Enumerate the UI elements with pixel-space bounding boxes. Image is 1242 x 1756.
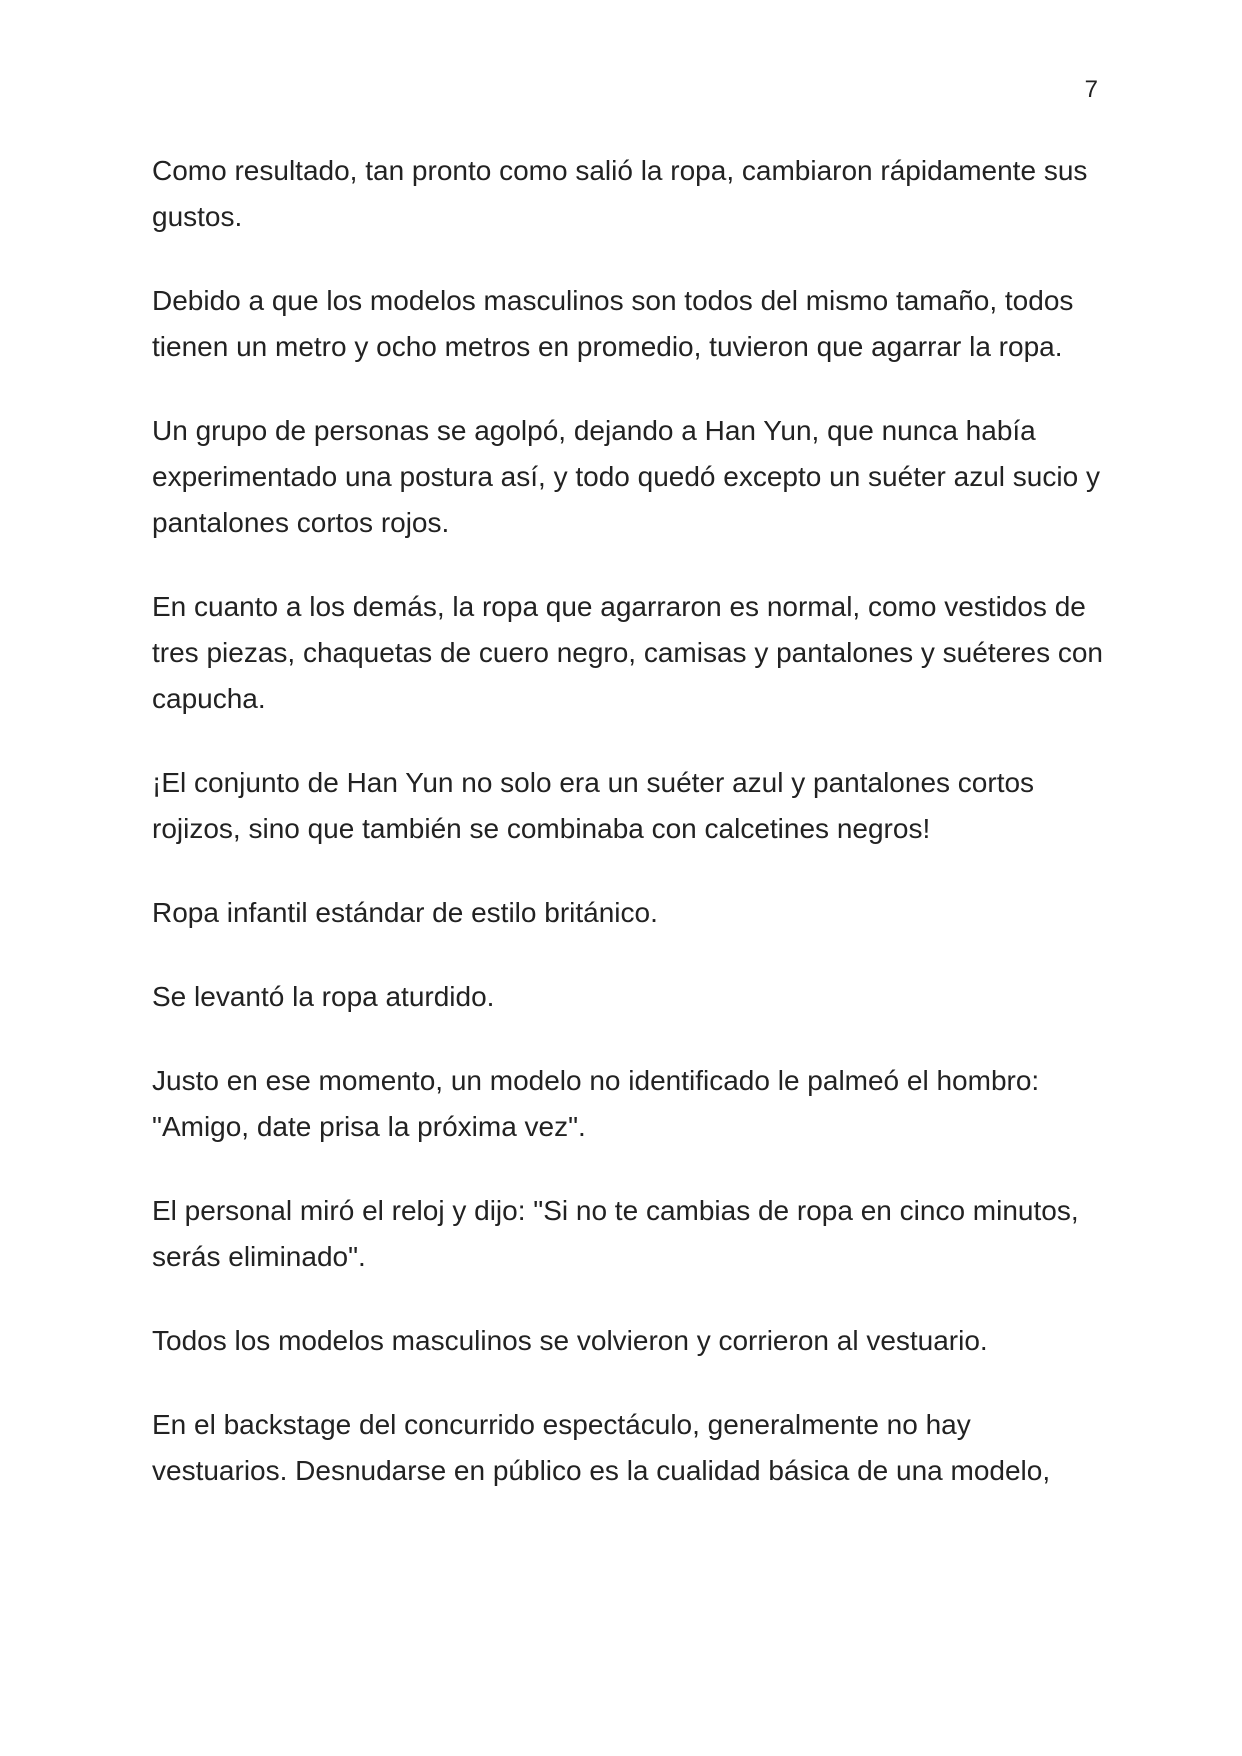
paragraph: Un grupo de personas se agolpó, dejando a Han Yun, que nunca había experimentado una postura así, y todo quedó excepto un suéter azul sucio y pantalones cortos rojos. [152, 415, 1100, 538]
paragraph: En el backstage del concurrido espectáculo, generalmente no hay vestuarios. Desnudarse en público es la cualidad básica de una modelo, [152, 1409, 1051, 1486]
paragraph: Se levantó la ropa aturdido. [152, 981, 495, 1012]
paragraph: Justo en ese momento, un modelo no identificado le palmeó el hombro: "Amigo, date prisa la próxima vez". [152, 1065, 1040, 1142]
paragraph: Ropa infantil estándar de estilo británico. [152, 897, 658, 928]
paragraph: Como resultado, tan pronto como salió la ropa, cambiaron rápidamente sus gustos. [152, 155, 1088, 232]
body-text [152, 148, 1112, 1532]
paragraph: Debido a que los modelos masculinos son todos del mismo tamaño, todos tienen un metro y ocho metros en promedio, tuvieron que agarrar la ropa. [152, 285, 1074, 362]
paragraph: Todos los modelos masculinos se volvieron y corrieron al vestuario. [152, 1325, 988, 1356]
paragraph: En cuanto a los demás, la ropa que agarraron es normal, como vestidos de tres piezas, chaquetas de cuero negro, camisas y pantalones y suéteres con capucha. [152, 591, 1103, 714]
paragraph: ¡El conjunto de Han Yun no solo era un suéter azul y pantalones cortos rojizos, sino que también se combinaba con calcetines negros! [152, 767, 1035, 844]
paragraph: El personal miró el reloj y dijo: "Si no te cambias de ropa en cinco minutos, serás eliminado". [152, 1195, 1079, 1272]
page-number: 7 [1084, 76, 1098, 103]
